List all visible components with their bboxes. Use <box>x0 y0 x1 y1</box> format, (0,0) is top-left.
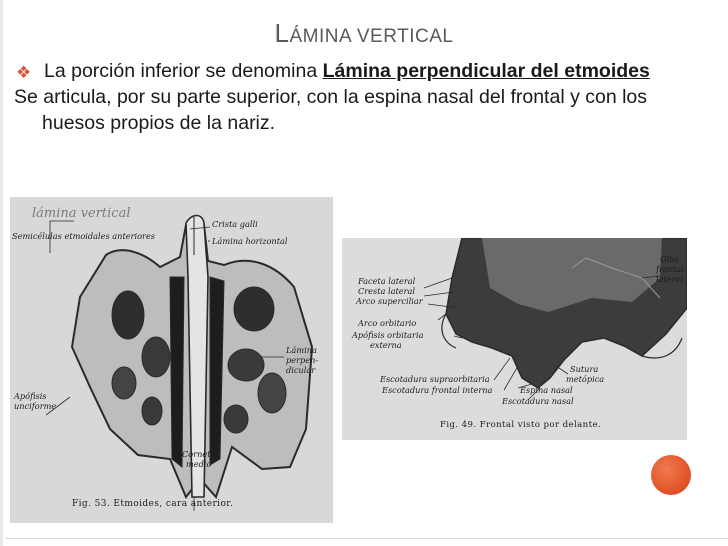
slide-left-border <box>0 0 3 546</box>
label-crista-galli: Crista galli <box>212 219 258 229</box>
label-giba-2: frontal <box>656 264 684 274</box>
handwritten-label: lámina vertical <box>32 206 131 221</box>
label-arco-superciliar: Arco superciliar <box>356 296 423 306</box>
slide-title <box>0 18 728 49</box>
decorative-circle <box>651 455 691 495</box>
label-apofisis-1: Apófisis <box>14 391 47 401</box>
title-rest: ÁMINA VERTICAL <box>289 26 454 47</box>
label-cornete-1b: Cornete <box>182 449 216 459</box>
bullet-item <box>14 58 704 84</box>
figure-right-caption: Fig. 49. Frontal visto por delante. <box>440 420 602 430</box>
label-faceta-lateral: Faceta lateral <box>358 276 416 286</box>
label-lamina-perp-3: dicular <box>286 365 316 375</box>
label-metopica: metópica <box>566 374 605 384</box>
label-escotadura-supraorbitaria: Escotadura supraorbitaria <box>380 374 490 384</box>
label-sutura: Sutura <box>570 364 599 374</box>
figure-left-caption: Fig. 53. Etmoides, cara anterior. <box>72 499 234 509</box>
slide-body <box>14 58 704 136</box>
label-escotadura-nasal: Escotadura nasal <box>502 396 574 406</box>
frontal-illustration <box>342 238 687 440</box>
label-escotadura-frontal-interna: Escotadura frontal interna <box>382 385 493 395</box>
label-giba-1: Giba <box>660 254 680 264</box>
label-lamina-horizontal: Lámina horizontal <box>212 236 288 246</box>
label-lamina-perp-1: Lámina <box>286 345 317 355</box>
label-espina-nasal: Espina nasal <box>520 385 573 395</box>
label-apofisis-externa: externa <box>370 340 402 350</box>
label-cresta-lateral: Cresta lateral <box>358 286 416 296</box>
title-initial: L <box>274 18 290 48</box>
bullet-text-prefix: La porción inferior se denomina <box>44 60 323 82</box>
label-semicelulas: Semicélulas etmoidales anteriores <box>12 231 156 241</box>
label-apofisis-2: unciforme <box>14 401 57 411</box>
paragraph-text: Se articula, por su parte superior, con la espina nasal del frontal y con los huesos propios de la nariz. <box>14 86 648 134</box>
label-giba-3: lateral <box>656 274 684 284</box>
bullet-diamond-icon: ❖ <box>16 63 32 82</box>
label-apofisis-orbitaria: Apófisis orbitaria <box>352 330 424 340</box>
label-arco-orbitario: Arco orbitario <box>358 318 417 328</box>
label-cornete-2: medio <box>186 459 212 469</box>
footer-divider <box>6 538 728 539</box>
frontal-figure <box>342 238 687 440</box>
ethmoid-illustration <box>10 197 333 523</box>
bullet-text-bold: Lámina perpendicular del etmoides <box>322 60 650 82</box>
ethmoid-figure <box>10 197 333 523</box>
label-lamina-perp-2: perpen- <box>286 355 319 365</box>
